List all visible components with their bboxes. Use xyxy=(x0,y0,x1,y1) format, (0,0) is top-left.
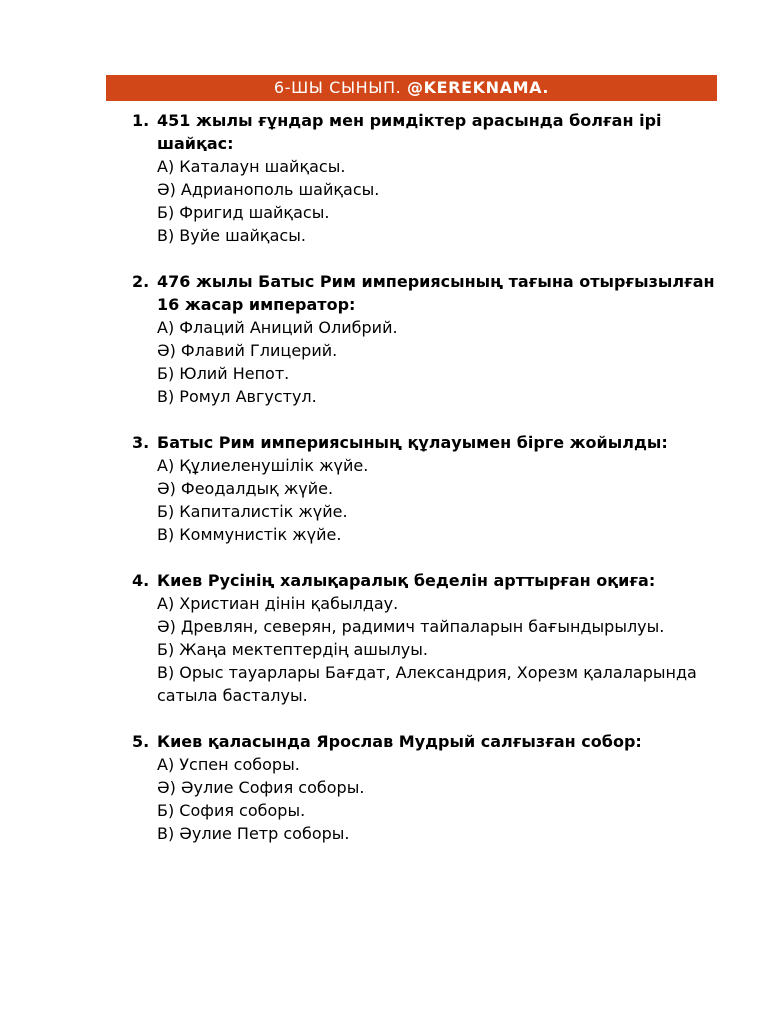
answer-option: Ә) Древлян, северян, радимич тайпаларын бағындырылуы. xyxy=(157,617,665,636)
answer-option: Б) Капиталистік жүйе. xyxy=(157,502,348,521)
question-number: 3. xyxy=(132,433,150,452)
question-list xyxy=(132,109,722,868)
question-3 xyxy=(132,431,722,546)
channel-handle: @KEREKNAMA. xyxy=(407,78,550,97)
question-text: 451 жылы ғұндар мен римдіктер арасында болған ірі шайқас: xyxy=(157,111,662,153)
answer-options xyxy=(157,454,722,546)
question-number: 2. xyxy=(132,272,150,291)
answer-option: А) Флаций Аниций Олибрий. xyxy=(157,318,398,337)
answer-option: В) Ромул Августул. xyxy=(157,387,317,406)
question-1 xyxy=(132,109,722,247)
answer-option: Б) Юлий Непот. xyxy=(157,364,290,383)
answer-options xyxy=(157,155,722,247)
answer-option: Б) Жаңа мектептердің ашылуы. xyxy=(157,640,428,659)
question-number: 4. xyxy=(132,571,150,590)
answer-option: В) Әулие Петр соборы. xyxy=(157,824,350,843)
answer-option: Ә) Флавий Глицерий. xyxy=(157,341,338,360)
answer-option: Б) София соборы. xyxy=(157,801,306,820)
question-4 xyxy=(132,569,722,707)
answer-option: Б) Фригид шайқасы. xyxy=(157,203,330,222)
answer-option: Ә) Адрианополь шайқасы. xyxy=(157,180,380,199)
answer-option: В) Коммунистік жүйе. xyxy=(157,525,342,544)
answer-options xyxy=(157,316,722,408)
question-text: Батыс Рим империясының құлауымен бірге жойылды: xyxy=(157,433,668,452)
answer-options xyxy=(157,753,722,845)
answer-option: В) Орыс тауарлары Бағдат, Александрия, Хорезм қалаларында сатыла басталуы. xyxy=(157,663,697,705)
question-number: 1. xyxy=(132,111,150,130)
question-text: 476 жылы Батыс Рим империясының тағына отырғызылған 16 жасар император: xyxy=(157,272,715,314)
question-text: Киев қаласында Ярослав Мудрый салғызған собор: xyxy=(157,732,642,751)
question-2 xyxy=(132,270,722,408)
answer-option: Ә) Феодалдық жүйе. xyxy=(157,479,334,498)
class-label: 6-ШЫ СЫНЫП. xyxy=(273,78,402,97)
answer-option: А) Каталаун шайқасы. xyxy=(157,157,346,176)
answer-option: А) Құлиеленушілік жүйе. xyxy=(157,456,369,475)
answer-option: А) Успен соборы. xyxy=(157,755,300,774)
answer-option: В) Вуйе шайқасы. xyxy=(157,226,306,245)
answer-options xyxy=(157,592,722,707)
question-5 xyxy=(132,730,722,845)
header-banner xyxy=(106,75,717,101)
answer-option: А) Христиан дінін қабылдау. xyxy=(157,594,399,613)
question-text: Киев Русінің халықаралық беделін арттырған оқиға: xyxy=(157,571,656,590)
question-number: 5. xyxy=(132,732,150,751)
answer-option: Ә) Әулие София соборы. xyxy=(157,778,365,797)
